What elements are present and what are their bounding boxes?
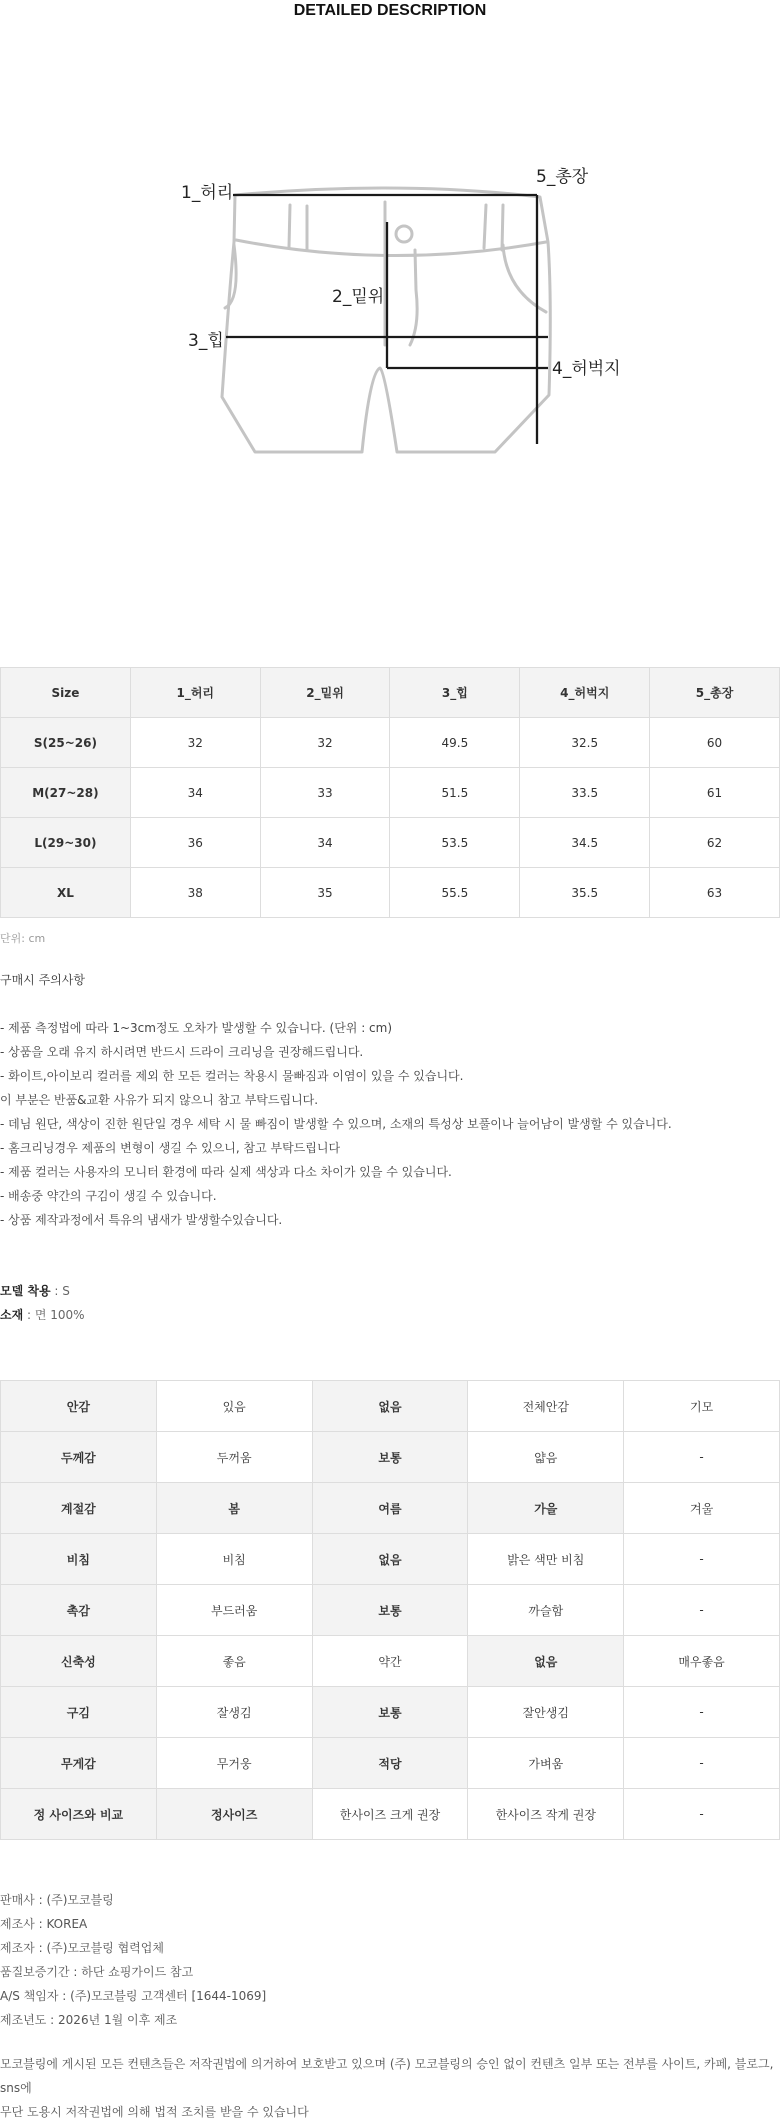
rise-label: 2_밑위 bbox=[332, 287, 385, 307]
size-value-cell: 32 bbox=[260, 718, 390, 768]
material-option-cell: 두꺼움 bbox=[156, 1432, 312, 1483]
size-value-cell: 36 bbox=[130, 818, 260, 868]
material-attribute-cell: 두께감 bbox=[1, 1432, 157, 1483]
size-table-header-row bbox=[1, 668, 780, 718]
size-value-cell: 34 bbox=[260, 818, 390, 868]
material-option-cell: 봄 bbox=[156, 1483, 312, 1534]
material-option-cell: 있음 bbox=[156, 1381, 312, 1432]
size-label-cell: XL bbox=[1, 868, 131, 918]
material-table-row bbox=[1, 1636, 780, 1687]
size-value-cell: 61 bbox=[650, 768, 780, 818]
size-value-cell: 34 bbox=[130, 768, 260, 818]
caution-list bbox=[0, 1016, 672, 1232]
material-table-row bbox=[1, 1585, 780, 1636]
copyright-line: 모코블링에 게시된 모든 컨텐츠들은 저작권법에 의거하여 보호받고 있으며 (주) 모코블링의 승인 없이 컨텐츠 일부 또는 전부를 사이트, 카페, 블로그, sns에 bbox=[0, 2057, 774, 2095]
model-spec bbox=[0, 1282, 70, 1299]
material-option-cell: 정사이즈 bbox=[156, 1789, 312, 1840]
size-table-row bbox=[1, 868, 780, 918]
copyright-line: 무단 도용시 저작권법에 의해 법적 조치를 받을 수 있습니다 bbox=[0, 2105, 309, 2119]
info-origin: 제조사 : KOREA bbox=[0, 1917, 88, 1931]
material-option-cell: 부드러움 bbox=[156, 1585, 312, 1636]
material-attribute-cell: 비침 bbox=[1, 1534, 157, 1585]
info-seller: 판매사 : (주)모코블링 bbox=[0, 1893, 114, 1907]
material-option-cell: 보통 bbox=[312, 1432, 468, 1483]
material-attribute-cell: 안감 bbox=[1, 1381, 157, 1432]
size-header-cell: 5_총장 bbox=[650, 668, 780, 718]
caution-item: - 홈크리닝경우 제품의 변형이 생길 수 있으니, 참고 부탁드립니다 bbox=[0, 1141, 341, 1155]
model-label: 모델 착용 bbox=[0, 1284, 51, 1298]
material-option-cell: 까슬함 bbox=[468, 1585, 624, 1636]
material-option-cell: 보통 bbox=[312, 1585, 468, 1636]
material-option-cell: - bbox=[624, 1585, 780, 1636]
info-warranty: 품질보증기간 : 하단 쇼핑가이드 참고 bbox=[0, 1965, 194, 1979]
material-option-cell: 좋음 bbox=[156, 1636, 312, 1687]
size-header-cell: 3_힙 bbox=[390, 668, 520, 718]
caution-item: 이 부분은 반품&교환 사유가 되지 않으니 참고 부탁드립니다. bbox=[0, 1093, 319, 1107]
section-heading: DETAILED DESCRIPTION bbox=[293, 2, 487, 19]
size-header-cell: 1_허리 bbox=[130, 668, 260, 718]
material-option-cell: - bbox=[624, 1789, 780, 1840]
material-table-row bbox=[1, 1687, 780, 1738]
size-header-cell: Size bbox=[1, 668, 131, 718]
size-value-cell: 35 bbox=[260, 868, 390, 918]
size-value-cell: 32.5 bbox=[520, 718, 650, 768]
size-header-cell: 2_밑위 bbox=[260, 668, 390, 718]
caution-title: 구매시 주의사항 bbox=[0, 973, 85, 987]
material-attribute-cell: 무게감 bbox=[1, 1738, 157, 1789]
material-option-cell: 보통 bbox=[312, 1687, 468, 1738]
size-value-cell: 55.5 bbox=[390, 868, 520, 918]
info-as-contact: A/S 책임자 : (주)모코블링 고객센터 [1644-1069] bbox=[0, 1989, 267, 2003]
caution-item: - 화이트,아이보리 컬러를 제외 한 모든 컬러는 착용시 물빠짐과 이염이 있을 수 있습니다. bbox=[0, 1069, 464, 1083]
material-label: 소재 bbox=[0, 1308, 24, 1322]
size-value-cell: 49.5 bbox=[390, 718, 520, 768]
caution-item: - 제품 측정법에 따라 1~3cm정도 오차가 발생할 수 있습니다. (단위 : cm) bbox=[0, 1021, 393, 1035]
size-value-cell: 33 bbox=[260, 768, 390, 818]
material-table-row bbox=[1, 1534, 780, 1585]
info-manufacturer: 제조자 : (주)모코블링 협력업체 bbox=[0, 1941, 164, 1955]
caution-item: - 상품을 오래 유지 하시려면 반드시 드라이 크리닝을 권장해드립니다. bbox=[0, 1045, 364, 1059]
material-attribute-cell: 계절감 bbox=[1, 1483, 157, 1534]
size-value-cell: 33.5 bbox=[520, 768, 650, 818]
info-manufacture-date: 제조년도 : 2026년 1월 이후 제조 bbox=[0, 2013, 178, 2027]
size-value-cell: 63 bbox=[650, 868, 780, 918]
material-option-cell: 적당 bbox=[312, 1738, 468, 1789]
material-option-cell: 기모 bbox=[624, 1381, 780, 1432]
material-value: : 면 100% bbox=[23, 1308, 85, 1322]
size-table bbox=[0, 667, 780, 918]
size-table-row bbox=[1, 718, 780, 768]
material-table bbox=[0, 1380, 780, 1840]
waist-label: 1_허리 bbox=[181, 183, 234, 203]
copyright-notice bbox=[0, 2052, 780, 2124]
material-option-cell: 약간 bbox=[312, 1636, 468, 1687]
caution-item: - 배송중 약간의 구김이 생길 수 있습니다. bbox=[0, 1189, 217, 1203]
size-value-cell: 62 bbox=[650, 818, 780, 868]
material-table-row bbox=[1, 1483, 780, 1534]
product-info-list bbox=[0, 1888, 266, 2032]
material-option-cell: 가을 bbox=[468, 1483, 624, 1534]
size-value-cell: 34.5 bbox=[520, 818, 650, 868]
material-option-cell: 얇음 bbox=[468, 1432, 624, 1483]
size-value-cell: 60 bbox=[650, 718, 780, 768]
size-label-cell: L(29~30) bbox=[1, 818, 131, 868]
material-option-cell: - bbox=[624, 1534, 780, 1585]
material-option-cell: 잘안생김 bbox=[468, 1687, 624, 1738]
material-spec bbox=[0, 1306, 85, 1323]
material-table-row bbox=[1, 1381, 780, 1432]
caution-item: - 상품 제작과정에서 특유의 냄새가 발생할수있습니다. bbox=[0, 1213, 283, 1227]
size-header-cell: 4_허벅지 bbox=[520, 668, 650, 718]
hip-label: 3_힙 bbox=[188, 331, 224, 351]
material-option-cell: 없음 bbox=[468, 1636, 624, 1687]
size-value-cell: 35.5 bbox=[520, 868, 650, 918]
material-option-cell: 전체안감 bbox=[468, 1381, 624, 1432]
shorts-measurement-diagram bbox=[175, 160, 635, 460]
material-attribute-cell: 구김 bbox=[1, 1687, 157, 1738]
material-option-cell: - bbox=[624, 1432, 780, 1483]
caution-item: - 데님 원단, 색상이 진한 원단일 경우 세탁 시 물 빠짐이 발생할 수 있으며, 소재의 특성상 보풀이나 늘어남이 발생할 수 있습니다. bbox=[0, 1117, 672, 1131]
material-option-cell: 여름 bbox=[312, 1483, 468, 1534]
material-option-cell: 매우좋음 bbox=[624, 1636, 780, 1687]
material-option-cell: 무거웅 bbox=[156, 1738, 312, 1789]
size-value-cell: 53.5 bbox=[390, 818, 520, 868]
thigh-label: 4_허벅지 bbox=[552, 359, 621, 379]
material-option-cell: 없음 bbox=[312, 1534, 468, 1585]
material-option-cell: 비침 bbox=[156, 1534, 312, 1585]
material-option-cell: 한사이즈 크게 권장 bbox=[312, 1789, 468, 1840]
material-option-cell: 가벼움 bbox=[468, 1738, 624, 1789]
material-table-row bbox=[1, 1738, 780, 1789]
material-option-cell: 한사이즈 작게 권장 bbox=[468, 1789, 624, 1840]
material-attribute-cell: 정 사이즈와 비교 bbox=[1, 1789, 157, 1840]
model-value: : S bbox=[50, 1284, 70, 1298]
material-table-row bbox=[1, 1432, 780, 1483]
size-table-row bbox=[1, 818, 780, 868]
size-table-row bbox=[1, 768, 780, 818]
measure-lines bbox=[226, 195, 548, 444]
material-option-cell: - bbox=[624, 1687, 780, 1738]
size-value-cell: 32 bbox=[130, 718, 260, 768]
material-option-cell: 잘생김 bbox=[156, 1687, 312, 1738]
size-label-cell: S(25~26) bbox=[1, 718, 131, 768]
material-attribute-cell: 촉감 bbox=[1, 1585, 157, 1636]
material-option-cell: 없음 bbox=[312, 1381, 468, 1432]
material-option-cell: 겨울 bbox=[624, 1483, 780, 1534]
length-label: 5_총장 bbox=[536, 167, 589, 187]
material-attribute-cell: 신축성 bbox=[1, 1636, 157, 1687]
material-option-cell: 밝은 색만 비침 bbox=[468, 1534, 624, 1585]
caution-item: - 제품 컬러는 사용자의 모니터 환경에 따라 실제 색상과 다소 차이가 있을 수 있습니다. bbox=[0, 1165, 452, 1179]
material-table-row bbox=[1, 1789, 780, 1840]
unit-note: 단위: cm bbox=[0, 932, 46, 945]
material-option-cell: - bbox=[624, 1738, 780, 1789]
size-value-cell: 38 bbox=[130, 868, 260, 918]
size-value-cell: 51.5 bbox=[390, 768, 520, 818]
size-label-cell: M(27~28) bbox=[1, 768, 131, 818]
